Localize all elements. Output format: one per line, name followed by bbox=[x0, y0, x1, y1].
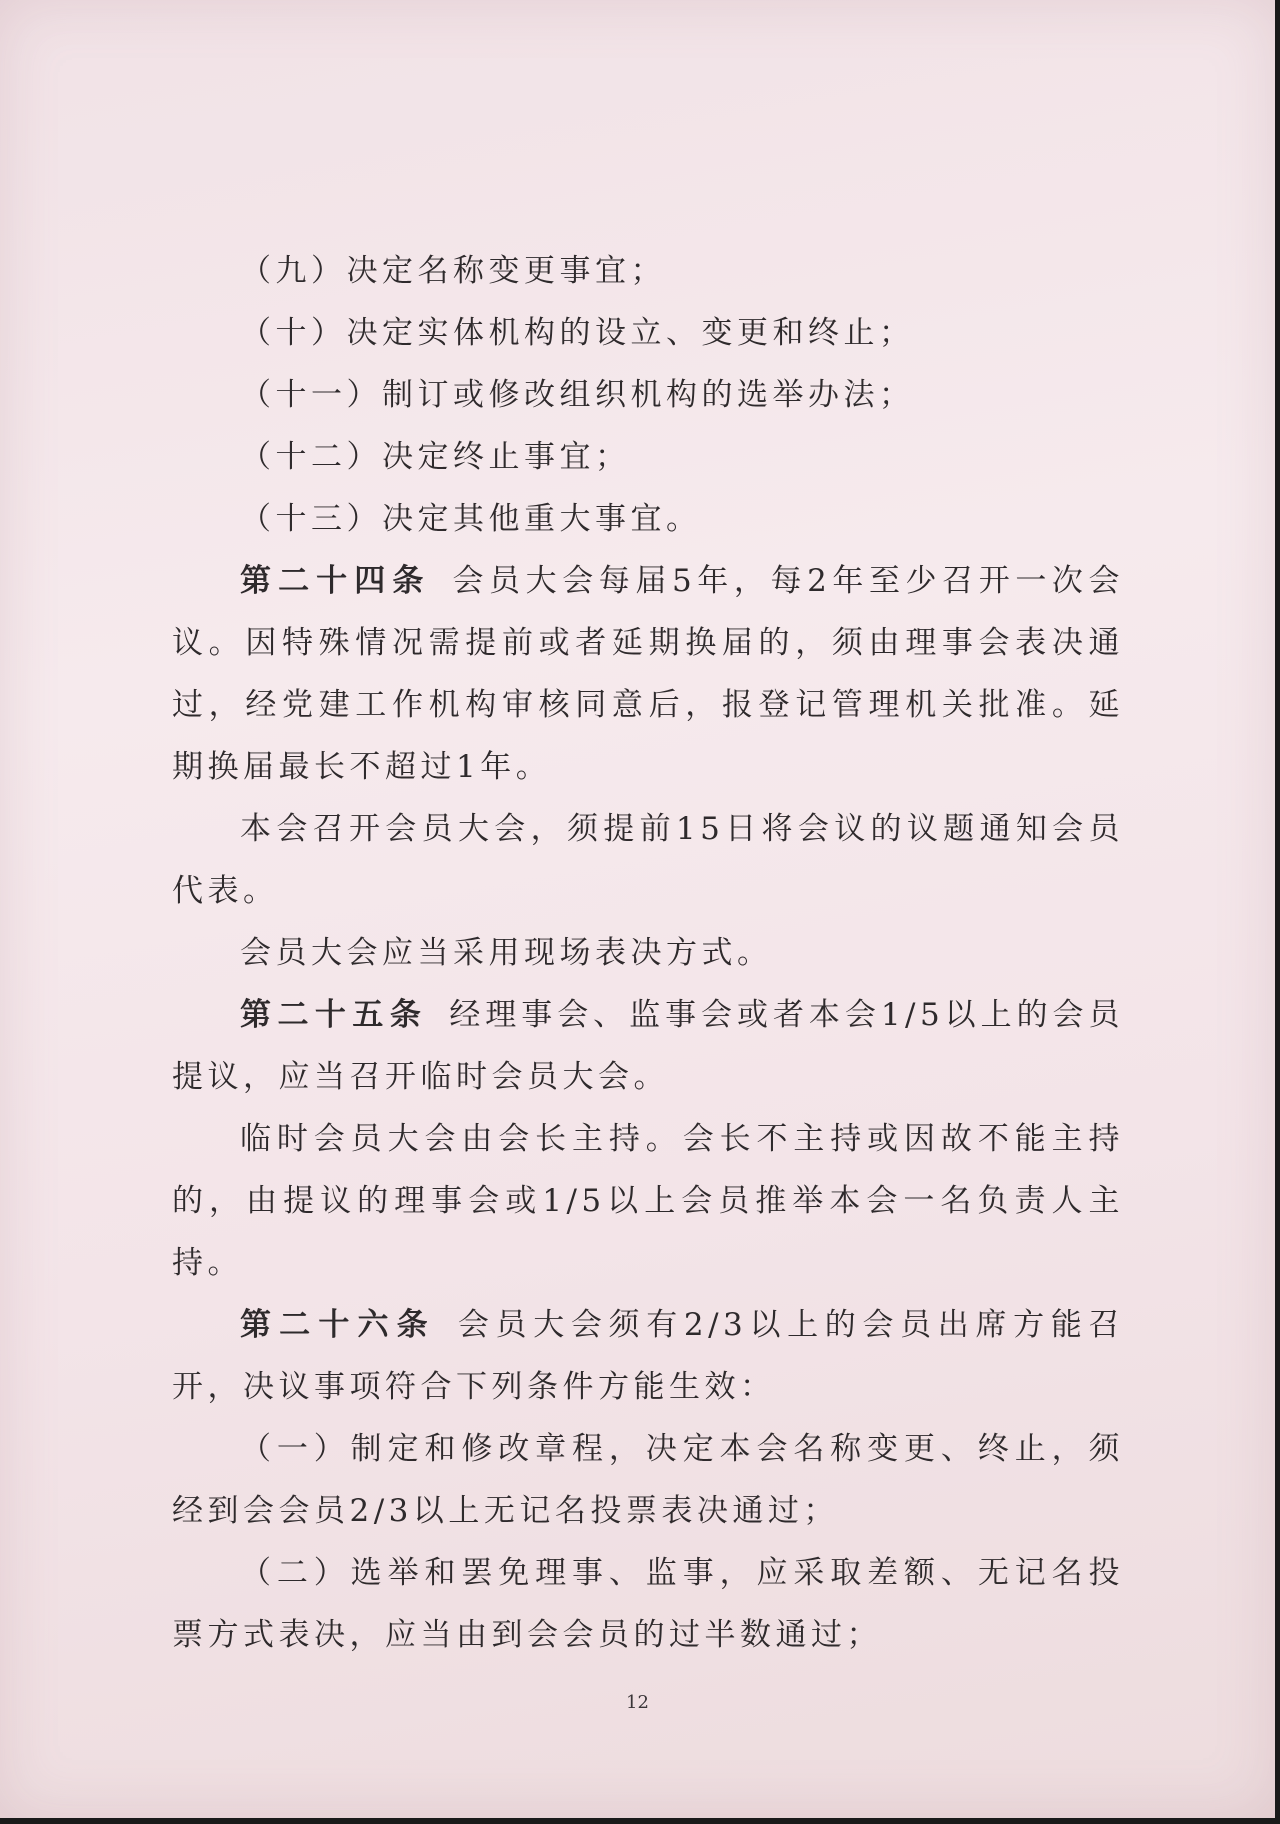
paragraph-text: 会员大会应当采用现场表决方式。 bbox=[240, 935, 773, 971]
paragraph bbox=[172, 984, 1124, 1108]
article-heading: 第二十五条 bbox=[240, 997, 428, 1033]
article-heading: 第二十四条 bbox=[240, 563, 431, 599]
paragraph-text: （十三）决定其他重大事宜。 bbox=[240, 501, 702, 537]
paragraph-text: 本会召开会员大会，须提前15日将会议的议题通知会员代表。 bbox=[172, 811, 1124, 909]
paragraph-text: （二）选举和罢免理事、监事，应采取差额、无记名投票方式表决，应当由到会会员的过半数通过； bbox=[172, 1555, 1124, 1653]
paragraph-text: 会员大会每届5年，每2年至少召开一次会议。因特殊情况需提前或者延期换届的，须由理事会表决通过，经党建工作机构审核同意后，报登记管理机关批准。延期换届最长不超过1年。 bbox=[172, 563, 1124, 785]
paragraph-text: （十一）制订或修改组织机构的选举办法； bbox=[240, 377, 915, 413]
paragraph bbox=[172, 1418, 1124, 1542]
paragraph-text: （十二）决定终止事宜； bbox=[240, 439, 631, 475]
paragraph-text: （十）决定实体机构的设立、变更和终止； bbox=[240, 315, 915, 351]
paragraph-text: （一）制定和修改章程，决定本会名称变更、终止，须经到会会员2/3以上无记名投票表决通过； bbox=[172, 1431, 1124, 1529]
paragraph bbox=[172, 922, 1124, 984]
paragraph-text: 临时会员大会由会长主持。会长不主持或因故不能主持的，由提议的理事会或1/5以上会员推举本会一名负责人主持。 bbox=[172, 1121, 1124, 1281]
paragraph bbox=[172, 240, 1124, 302]
page-number: 12 bbox=[626, 1692, 649, 1713]
document-body bbox=[172, 240, 1124, 1666]
paragraph bbox=[172, 426, 1124, 488]
paragraph-text: 会员大会须有2/3以上的会员出席方能召开，决议事项符合下列条件方能生效： bbox=[172, 1307, 1124, 1405]
paragraph-text: （九）决定名称变更事宜； bbox=[240, 253, 666, 289]
paragraph bbox=[172, 798, 1124, 922]
paragraph-text: 经理事会、监事会或者本会1/5以上的会员提议，应当召开临时会员大会。 bbox=[172, 997, 1125, 1095]
paragraph bbox=[172, 302, 1124, 364]
paragraph bbox=[172, 1542, 1124, 1666]
paragraph bbox=[172, 364, 1124, 426]
paragraph bbox=[172, 488, 1124, 550]
paragraph bbox=[172, 1294, 1124, 1418]
paragraph bbox=[172, 1108, 1124, 1294]
article-heading: 第二十六条 bbox=[240, 1307, 436, 1343]
paragraph bbox=[172, 550, 1124, 798]
